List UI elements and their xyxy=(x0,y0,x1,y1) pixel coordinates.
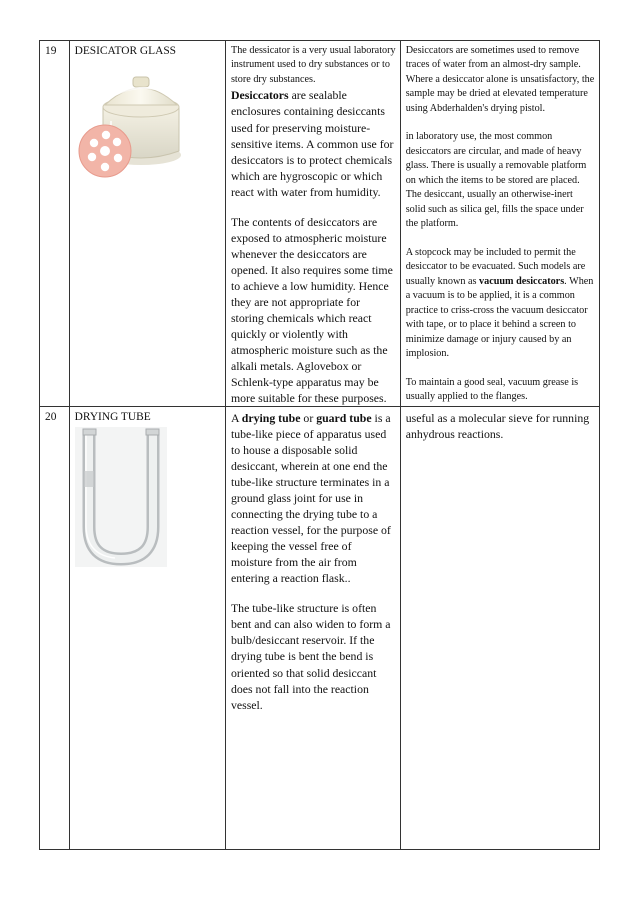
notes-cell xyxy=(400,41,599,407)
paragraph: The tube-like structure is often bent and can also widen to form a bulb/desiccant reservoir. If the drying tube is bent the bend is oriented so that solid desiccant does not fall into the reaction vessel. xyxy=(230,601,391,712)
apparatus-table xyxy=(39,40,600,850)
paragraph: To maintain a good seal, vacuum grease is usually applied to the flanges. xyxy=(405,376,579,403)
description-cell xyxy=(225,407,400,850)
table-row xyxy=(40,407,600,850)
row-number: 19 xyxy=(40,41,70,407)
table-row xyxy=(40,41,600,407)
bold-term: drying tube xyxy=(241,411,301,426)
paragraph: Desiccators are sometimes used to remove traces of water from an almost-dry sample. Where a desiccator alone is unsatisfactory, the sample may be dried at elevated temperature using Abderhalden's drying pistol. xyxy=(405,45,595,114)
apparatus-name: DESICATOR GLASS xyxy=(74,45,176,57)
notes-cell xyxy=(400,407,599,850)
description-cell xyxy=(225,41,400,407)
apparatus-name-cell xyxy=(69,41,225,407)
bold-term: Desiccators xyxy=(230,88,289,103)
paragraph: A drying tube or guard tube is a tube-like piece of apparatus used to house a disposable solid desiccant, wherein at one end the tube-like structure terminates in a ground glass joint for use in connecting the drying tube to a reaction vessel, for the purpose of keeping the vessel free of moisture from the air from entering a reaction flask.. xyxy=(230,411,391,586)
paragraph: The contents of desiccators are exposed to atmospheric moisture whenever the desiccators are opened. It also requires some time to achieve a low humidity. Hence they are not appropriate for storing chemicals which react quickly or violently with atmospheric moisture such as the alkali metals. Aglovebox or Schlenk-type apparatus may be more suitable for these purposes. xyxy=(230,214,393,406)
apparatus-name: DRYING TUBE xyxy=(74,411,151,424)
paragraph: in laboratory use, the most common desiccators are circular, and made of heavy glass. There is usually a removable platform on which the items to be stored are placed. The desiccant, usually an otherwise-inert solid such as silica gel, fills the space under the platform. xyxy=(405,131,587,230)
paragraph: A stopcock may be included to permit the desiccator to be evacuated. Such models are usually known as vacuum desiccators. When a vacuum is to be applied, it is a common practice to criss-cross the vacuum desiccator with tape, or to place it behind a screen to minimize damage or injury caused by an implosion. xyxy=(405,246,594,360)
desiccator-glass-image xyxy=(75,65,221,188)
row-number: 20 xyxy=(40,407,70,850)
paragraph: useful as a molecular sieve for running anhydrous reactions. xyxy=(405,411,590,442)
bold-term: vacuum desiccators xyxy=(479,275,565,287)
drying-tube-image xyxy=(75,427,221,572)
paragraph: Desiccators are sealable enclosures containing desiccants used for preserving moisture-sensitive items. A common use for desiccators is to protect chemicals which are hygroscopic or which react with water from humidity. xyxy=(230,88,394,199)
bold-term: guard tube xyxy=(316,411,372,426)
apparatus-name-cell xyxy=(69,407,225,850)
paragraph: The dessicator is a very usual laboratory instrument used to dry substances or to store dry substances. xyxy=(230,45,396,85)
